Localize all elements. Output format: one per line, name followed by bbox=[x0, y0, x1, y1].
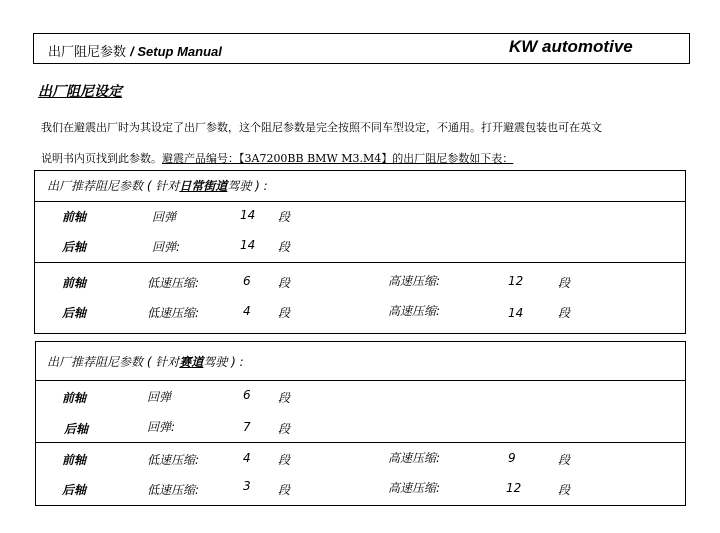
track-section-divider bbox=[35, 442, 686, 443]
street-comp-front-high-value: 12 bbox=[508, 274, 524, 288]
intro-product-code: 避震产品编号：【3A7200BB BMW M3.M4】的出厂阻尼参数如下表： bbox=[162, 152, 514, 165]
street-comp-rear-high-label: 高速压缩: bbox=[388, 304, 441, 318]
track-comp-rear-axle: 后轴 bbox=[62, 483, 87, 497]
street-comp-rear-high-unit: 段 bbox=[558, 306, 571, 320]
street-rebound-rear-axle: 后轴 bbox=[62, 240, 87, 254]
street-section-divider bbox=[34, 262, 686, 263]
street-comp-rear-low-label: 低速压缩: bbox=[147, 306, 200, 320]
track-comp-front-high-unit: 段 bbox=[558, 453, 571, 467]
header-title-cn: 出厂阻尼参数 bbox=[48, 45, 127, 60]
track-comp-rear-high-unit: 段 bbox=[558, 483, 571, 497]
intro-line-2-plain: 说明书内页找到此参数。 bbox=[41, 152, 162, 165]
track-comp-rear-low-value: 3 bbox=[243, 479, 251, 493]
track-rebound-front-unit: 段 bbox=[278, 391, 291, 405]
track-title-post: 驾驶 ) : bbox=[203, 355, 244, 369]
track-rebound-front-label: 回弹 bbox=[147, 390, 172, 404]
street-rebound-front-axle: 前轴 bbox=[62, 210, 87, 224]
track-left-border bbox=[35, 341, 36, 506]
street-comp-front-axle: 前轴 bbox=[62, 276, 87, 290]
track-rebound-rear-value: 7 bbox=[243, 420, 251, 434]
track-top-border bbox=[35, 341, 686, 342]
street-comp-rear-low-value: 4 bbox=[243, 304, 251, 318]
track-title-em: 赛道 bbox=[179, 355, 204, 369]
header-title bbox=[48, 41, 222, 60]
street-comp-rear-low-unit: 段 bbox=[278, 306, 291, 320]
street-comp-front-low-unit: 段 bbox=[278, 276, 291, 290]
track-rebound-rear-unit: 段 bbox=[278, 422, 291, 436]
street-rebound-rear-unit: 段 bbox=[278, 240, 291, 254]
street-title-em: 日常街道 bbox=[179, 179, 228, 193]
track-rebound-rear-axle: 后轴 bbox=[64, 422, 89, 436]
track-comp-rear-high-value: 12 bbox=[506, 481, 522, 495]
track-right-border bbox=[685, 341, 686, 506]
street-rebound-front-value: 14 bbox=[240, 208, 256, 222]
track-comp-front-low-unit: 段 bbox=[278, 453, 291, 467]
street-rebound-front-label: 回弹 bbox=[152, 210, 177, 224]
intro-line-1: 我们在避震出厂时为其设定了出厂参数，这个阻尼参数是完全按照不同车型设定，不通用。打开避震包装也可在英文 bbox=[41, 121, 602, 134]
track-bottom-border bbox=[35, 505, 686, 506]
street-title-divider bbox=[34, 201, 686, 202]
track-comp-front-high-label: 高速压缩: bbox=[388, 451, 441, 465]
street-table-title bbox=[47, 177, 268, 194]
track-comp-front-low-label: 低速压缩: bbox=[147, 453, 200, 467]
street-table bbox=[34, 170, 686, 334]
track-title-pre: 出厂推荐阻尼参数 ( 针对 bbox=[47, 355, 180, 369]
track-comp-rear-low-label: 低速压缩: bbox=[147, 483, 200, 497]
track-comp-front-axle: 前轴 bbox=[62, 453, 87, 467]
track-comp-rear-low-unit: 段 bbox=[278, 483, 291, 497]
street-title-pre: 出厂推荐阻尼参数 ( 针对 bbox=[47, 179, 180, 193]
track-title-divider bbox=[35, 380, 686, 381]
track-rebound-front-value: 6 bbox=[243, 388, 251, 402]
track-comp-rear-high-label: 高速压缩: bbox=[388, 481, 441, 495]
street-comp-front-high-label: 高速压缩: bbox=[388, 274, 441, 288]
street-title-post: 驾驶 ) : bbox=[227, 179, 268, 193]
track-table-title bbox=[47, 353, 244, 370]
track-comp-front-high-value: 9 bbox=[508, 451, 516, 465]
street-comp-rear-high-value: 14 bbox=[508, 306, 524, 320]
brand-logo: KW automotive bbox=[509, 37, 633, 56]
street-comp-front-low-value: 6 bbox=[243, 274, 251, 288]
track-comp-front-low-value: 4 bbox=[243, 451, 251, 465]
street-rebound-rear-label: 回弹: bbox=[152, 240, 181, 254]
header-title-en: / Setup Manual bbox=[130, 44, 222, 59]
street-comp-rear-axle: 后轴 bbox=[62, 306, 87, 320]
street-comp-front-high-unit: 段 bbox=[558, 276, 571, 290]
section-title: 出厂阻尼设定 bbox=[38, 84, 122, 100]
intro-line-2 bbox=[41, 150, 513, 166]
track-rebound-front-axle: 前轴 bbox=[62, 391, 87, 405]
track-rebound-rear-label: 回弹: bbox=[147, 420, 176, 434]
street-rebound-rear-value: 14 bbox=[240, 238, 256, 252]
street-comp-front-low-label: 低速压缩: bbox=[147, 276, 200, 290]
street-rebound-front-unit: 段 bbox=[278, 210, 291, 224]
